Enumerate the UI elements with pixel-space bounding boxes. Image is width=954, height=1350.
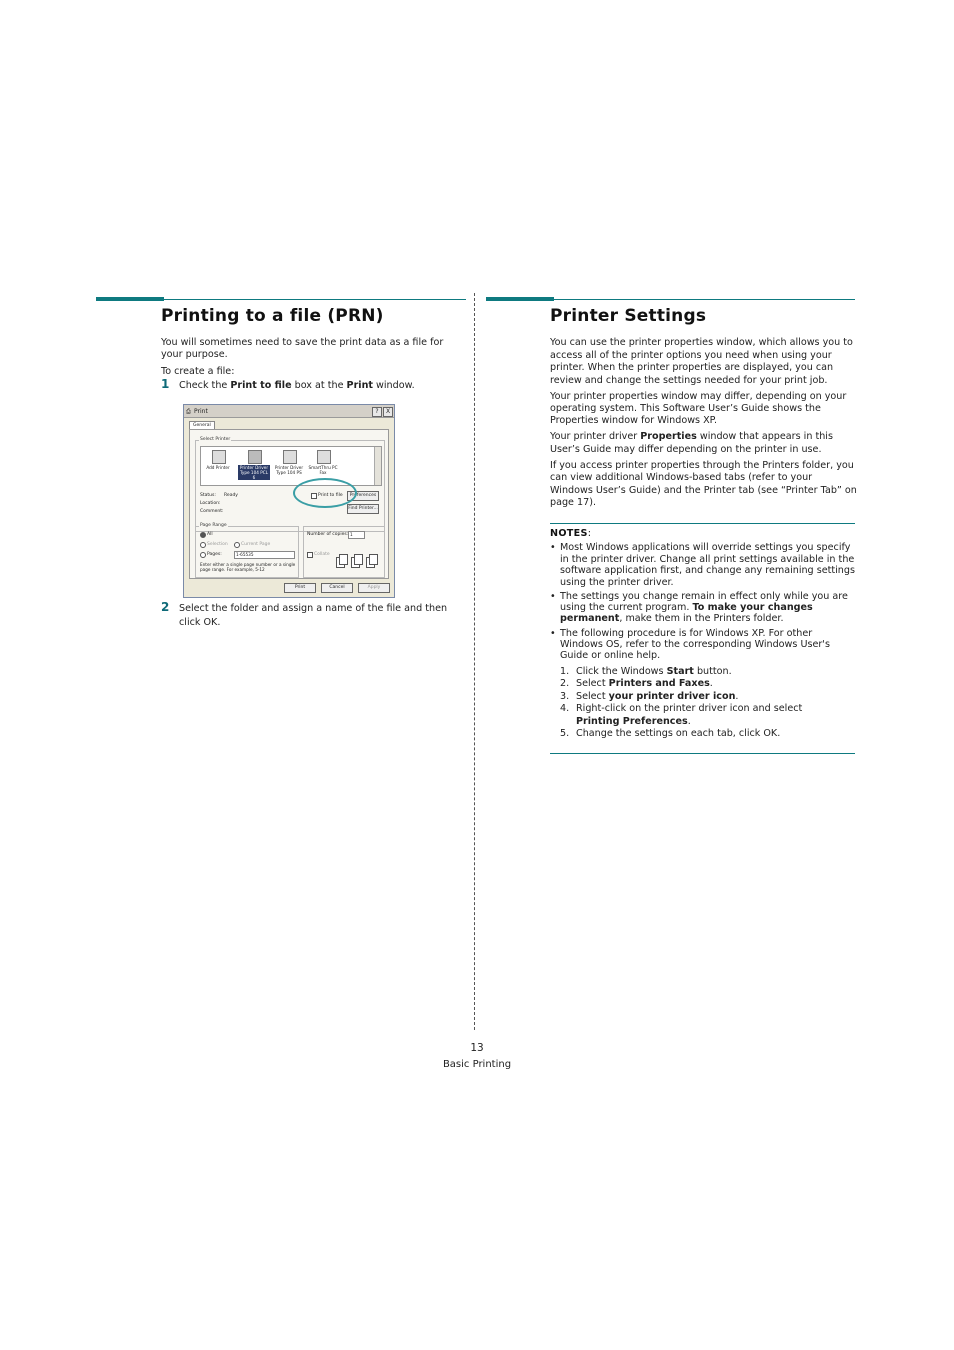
right-para2-line1: Your printer properties window may differ, depending on your [550, 391, 847, 402]
procedure-step-text: Click the Windows Start button. [576, 666, 732, 677]
status-label: Status: [200, 493, 216, 498]
printer-label: Add Printer [206, 465, 230, 470]
right-heading-accent-bar [486, 297, 554, 301]
notes-top-rule [550, 523, 855, 524]
page-number: 13 [470, 1042, 484, 1054]
right-para4-line1: If you access printer properties through the Printers folder, you [550, 460, 854, 471]
printer-pcl-icon[interactable] [248, 450, 262, 464]
preferences-button[interactable]: Preferences [347, 491, 379, 501]
pages-input[interactable]: 1-65535 [234, 551, 295, 559]
step2-number: 2 [161, 600, 170, 614]
note1-line3: software application first, and change any remaining settings [560, 565, 855, 576]
printer-label-selected: Printer Driver Type 104 PCL 6 [239, 465, 269, 480]
printer-label: SmartThru PC Fax [308, 465, 338, 475]
help-button[interactable]: ? [372, 407, 382, 417]
selection-radio[interactable] [200, 542, 206, 548]
fax-icon[interactable] [317, 450, 331, 464]
print-to-file-label: Print to file [318, 493, 343, 498]
column-divider [474, 293, 475, 1030]
comment-label: Comment: [200, 509, 224, 514]
step1-text: Check the Print to file box at the Print window. [179, 380, 415, 391]
apply-button[interactable]: Apply [358, 583, 390, 593]
cancel-button[interactable]: Cancel [321, 583, 353, 593]
right-para1-line1: You can use the printer properties window, which allows you to [550, 337, 853, 348]
chapter-name: Basic Printing [442, 1059, 512, 1070]
left-intro: You will sometimes need to save the print data as a file for your purpose. [161, 337, 444, 361]
right-para4-line3: Windows User’s Guide) and the Printer tab (see “Printer Tab” on [550, 485, 857, 496]
right-para1-line3: printer. When the printer properties are displayed, you can [550, 362, 834, 373]
print-button[interactable]: Print [284, 583, 316, 593]
note1-line2: in the printer driver. Change all print settings available in the [560, 554, 855, 565]
note2-line2: using the current program. To make your changes [560, 602, 813, 613]
page-range-label: Page Range [200, 523, 227, 528]
right-heading: Printer Settings [550, 306, 707, 326]
procedure-step-number: 3. [560, 691, 570, 702]
all-label: All [207, 532, 213, 537]
collate-checkbox[interactable] [307, 552, 313, 558]
copies-input[interactable]: 1 [348, 531, 365, 539]
notes-heading: NOTES: [550, 528, 591, 539]
printer-label: Printer Driver Type 104 PS [274, 465, 304, 475]
note2-bullet: • [550, 591, 556, 602]
procedure-step-number: 5. [560, 728, 570, 739]
procedure-step-number: 2. [560, 678, 570, 689]
printer-list[interactable] [200, 446, 382, 486]
select-printer-group [195, 437, 385, 532]
dialog-titlebar [184, 405, 394, 418]
note3-line3: Guide or online help. [560, 650, 661, 661]
pages-label: Pages: [207, 552, 222, 557]
select-printer-label: Select Printer [200, 437, 231, 442]
right-para2-line2: operating system. This Software User’s Guide shows the [550, 403, 821, 414]
note1-bullet: • [550, 542, 556, 553]
left-heading-accent-bar [96, 297, 164, 301]
right-para4-line4: page 17). [550, 497, 597, 508]
procedure-step-number: 4. [560, 703, 570, 714]
selection-label: Selection [207, 542, 228, 547]
printer-list-scrollbar[interactable] [374, 447, 381, 485]
add-printer-icon[interactable] [212, 450, 226, 464]
step2-line1: Select the folder and assign a name of the file and then [179, 603, 448, 614]
procedure-step-number: 1. [560, 666, 570, 677]
note3-line2: Windows OS, refer to the corresponding Windows User's [560, 639, 830, 650]
all-radio[interactable] [200, 532, 206, 538]
current-page-radio[interactable] [234, 542, 240, 548]
note2-line1: The settings you change remain in effect only while you are [560, 591, 848, 602]
procedure-step-text: Select Printers and Faxes. [576, 678, 713, 689]
right-heading-rule [554, 299, 855, 300]
collate-page-icon [369, 554, 378, 565]
right-para1-line2: access all of the printer options you need when using your [550, 350, 832, 361]
note3-bullet: • [550, 628, 556, 639]
left-heading: Printing to a file (PRN) [161, 306, 384, 326]
procedure-step-text: Right-click on the printer driver icon and select [576, 703, 803, 714]
status-value: Ready [224, 493, 238, 498]
to-create-label: To create a file: [161, 366, 235, 377]
right-para3-line1: Your printer driver Properties window that appears in this [550, 431, 833, 442]
right-para4-line2: can view additional Windows-based tabs (refer to your [550, 472, 813, 483]
step2-line2: click OK. [179, 617, 221, 628]
procedure-step-text-cont: Printing Preferences. [576, 716, 691, 727]
print-dialog-screenshot [183, 404, 395, 598]
collate-label: Collate [314, 552, 330, 557]
right-para2-line3: Properties window for Windows XP. [550, 415, 718, 426]
close-button[interactable]: X [383, 407, 393, 417]
highlight-circle [293, 478, 357, 508]
pages-radio[interactable] [200, 552, 206, 558]
left-heading-rule [164, 299, 466, 300]
page-range-hint: Enter either a single page number or a single page range. For example, 5-12 [200, 562, 296, 572]
copies-group [303, 526, 385, 578]
right-para3-line2: User’s Guide may differ depending on the printer in use. [550, 444, 822, 455]
step1-number: 1 [161, 377, 170, 391]
right-para1-line4: review and change the settings needed for your print job. [550, 375, 828, 386]
procedure-step-text: Change the settings on each tab, click OK. [576, 728, 781, 739]
note1-line4: using the printer driver. [560, 577, 674, 588]
collate-page-icon [354, 554, 363, 565]
location-label: Location: [200, 501, 221, 506]
page-range-group [195, 523, 299, 578]
find-printer-button[interactable]: Find Printer... [347, 504, 379, 514]
dialog-title: Print [194, 408, 208, 415]
note2-line3: permanent, make them in the Printers folder. [560, 613, 784, 624]
current-page-label: Current Page [241, 542, 271, 547]
copies-label: Number of copies: [307, 532, 349, 537]
notes-bottom-rule [550, 753, 855, 754]
tab-general[interactable]: General [189, 421, 215, 429]
note1-line1: Most Windows applications will override settings you specify [560, 542, 851, 553]
note3-line1: The following procedure is for Windows XP. For other [560, 628, 813, 639]
procedure-step-text: Select your printer driver icon. [576, 691, 739, 702]
printer-ps-icon[interactable] [283, 450, 297, 464]
printer-icon: ⎙ [186, 408, 191, 415]
general-panel [189, 429, 389, 579]
collate-page-icon [339, 554, 348, 565]
